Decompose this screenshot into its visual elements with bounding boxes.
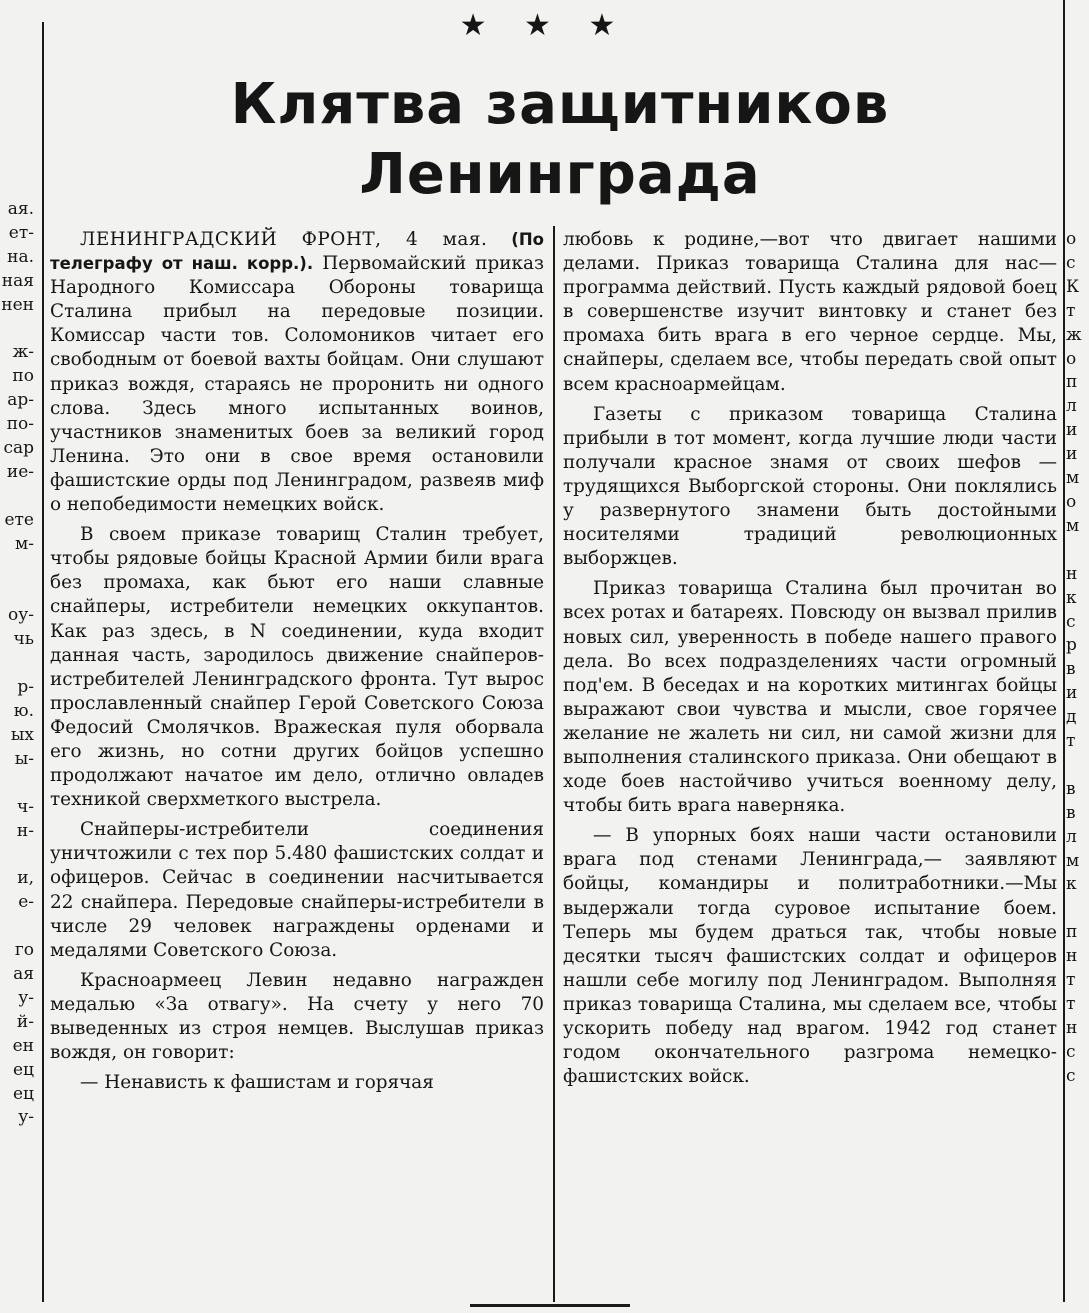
paragraph: Приказ товарища Сталина был прочитан во всех ротах и батареях. Повсюду он вызвал прилив новых сил, уверенность в победе нашего правого дела. Во всех подразделениях части огромный под'ем. В беседах и на коротких митингах бойцы выражают свои чувства и мысли, свое горячее желание не жалеть ни сил, ни самой жизни для выполнения сталинского приказа. Они обещают в ходе боев настойчиво учиться военному делу, чтобы бить врага наверняка. xyxy=(563,578,1057,817)
article-column-left xyxy=(50,228,544,1095)
paragraph: — В упорных боях наши части остановили врага под стенами Ленинграда,— заявляют бойцы, командиры и политработники.—Мы выдержали тогда суровое испытание боем. Теперь мы будем драться так, чтобы новые десятки тысяч фашистских солдат и офицеров нашли себе могилу под Ленинградом. Выполняя приказ товарища Сталина, мы сделаем все, чтобы ускорить победу над врагом. 1942 год станет годом окончательного разгрома немецко-фашистских войск. xyxy=(563,825,1057,1088)
paragraph xyxy=(50,228,544,517)
paragraph: В своем приказе товарищ Сталин требует, чтобы рядовые бойцы Красной Армии били врага без промаха, как бьют его наши славные снайперы, истребители немецких оккупантов. Как раз здесь, в N соединении, куда входит данная часть, зародилось движение снайперов-истребителей Ленинградского фронта. Тут вырос прославленный снайпер Герой Советского Союза Федосий Смолячков. Вражеская пуля оборвала его жизнь, но сотни других бойцов успешно продолжают начатое им дело, отлично овладев техникой сверхметкого выстрела. xyxy=(50,524,544,811)
right-column-divider xyxy=(1063,0,1065,1302)
paragraph: — Ненависть к фашистам и горячая xyxy=(80,1072,434,1094)
bottom-fragment-rule xyxy=(470,1304,630,1307)
paragraph: Газеты с приказом товарища Сталина прибыли в тот момент, когда лучшие люди части получали красное знамя от своих шефов — трудящихся Выборгской стороны. Они поклялись у развернутого знамени быть достойными носителями традиций революционных выборжцев. xyxy=(563,403,1057,570)
paragraph: Красноармеец Левин недавно награжден медалью «За отвагу». На счету у него 70 выведенных из строя немцев. Выслушав приказ вождя, он говорит: xyxy=(50,969,544,1064)
headline-line-1: Клятва защитников xyxy=(230,72,890,137)
stars-ornament: ★ ★ ★ xyxy=(459,8,630,43)
paragraph: Снайперы-истребители соединения уничтожили с тех пор 5.480 фашистских солдат и офицеров. Сейчас в соединении насчитывается 22 снайпера. Передовые снайперы-истребители в числе 29 человек награждены орденами и медалями Советского Союза. xyxy=(50,819,544,961)
correspondent-credit: (По телеграфу от наш. корр.). xyxy=(50,230,544,274)
article-headline xyxy=(60,70,1060,210)
article-column-right xyxy=(563,228,1057,1089)
paragraph: любовь к родине,—вот что двигает нашими делами. Приказ товарища Сталина для нас—программа действий. Пусть каждый рядовой боец в совершенстве изучит винтовку и станет без промаха бить врага в его черное сердце. Мы, снайперы, сделаем все, чтобы передать свой опыт всем красноармейцам. xyxy=(563,229,1057,395)
center-column-divider xyxy=(553,226,555,1302)
left-margin-fragments: ая. ет- на. ная нен ж- по ар- по- сар ие- ете м- оу- чь р- ю. ых ы- ч- н- и, е- го ая у- й- ен ец ец у- xyxy=(1,199,34,1128)
headline-line-2: Ленинграда xyxy=(359,142,761,207)
right-margin-fragments: о с К т ж о п л и и м о м н к с р в и д т в в л м к п н т т н с с xyxy=(1066,229,1082,1086)
left-column-divider xyxy=(42,22,44,1302)
dateline: ЛЕНИНГРАДСКИЙ ФРОНТ, 4 мая. xyxy=(80,229,488,250)
paragraph-text: Первомайский приказ Народного Комиссара Обороны товарища Сталина прибыл на передовые позиции. Комиссар части тов. Соломоников читает его свободным от боевой вахты бойцам. Они слушают приказ вождя, стараясь не проронить ни одного слова. Здесь много испытанных воинов, участников знаменитых боев за великий город Ленина. Это они в свое время остановили фашистские орды под Ленинградом, развеяв миф о непобедимости немецких войск. xyxy=(50,253,544,516)
